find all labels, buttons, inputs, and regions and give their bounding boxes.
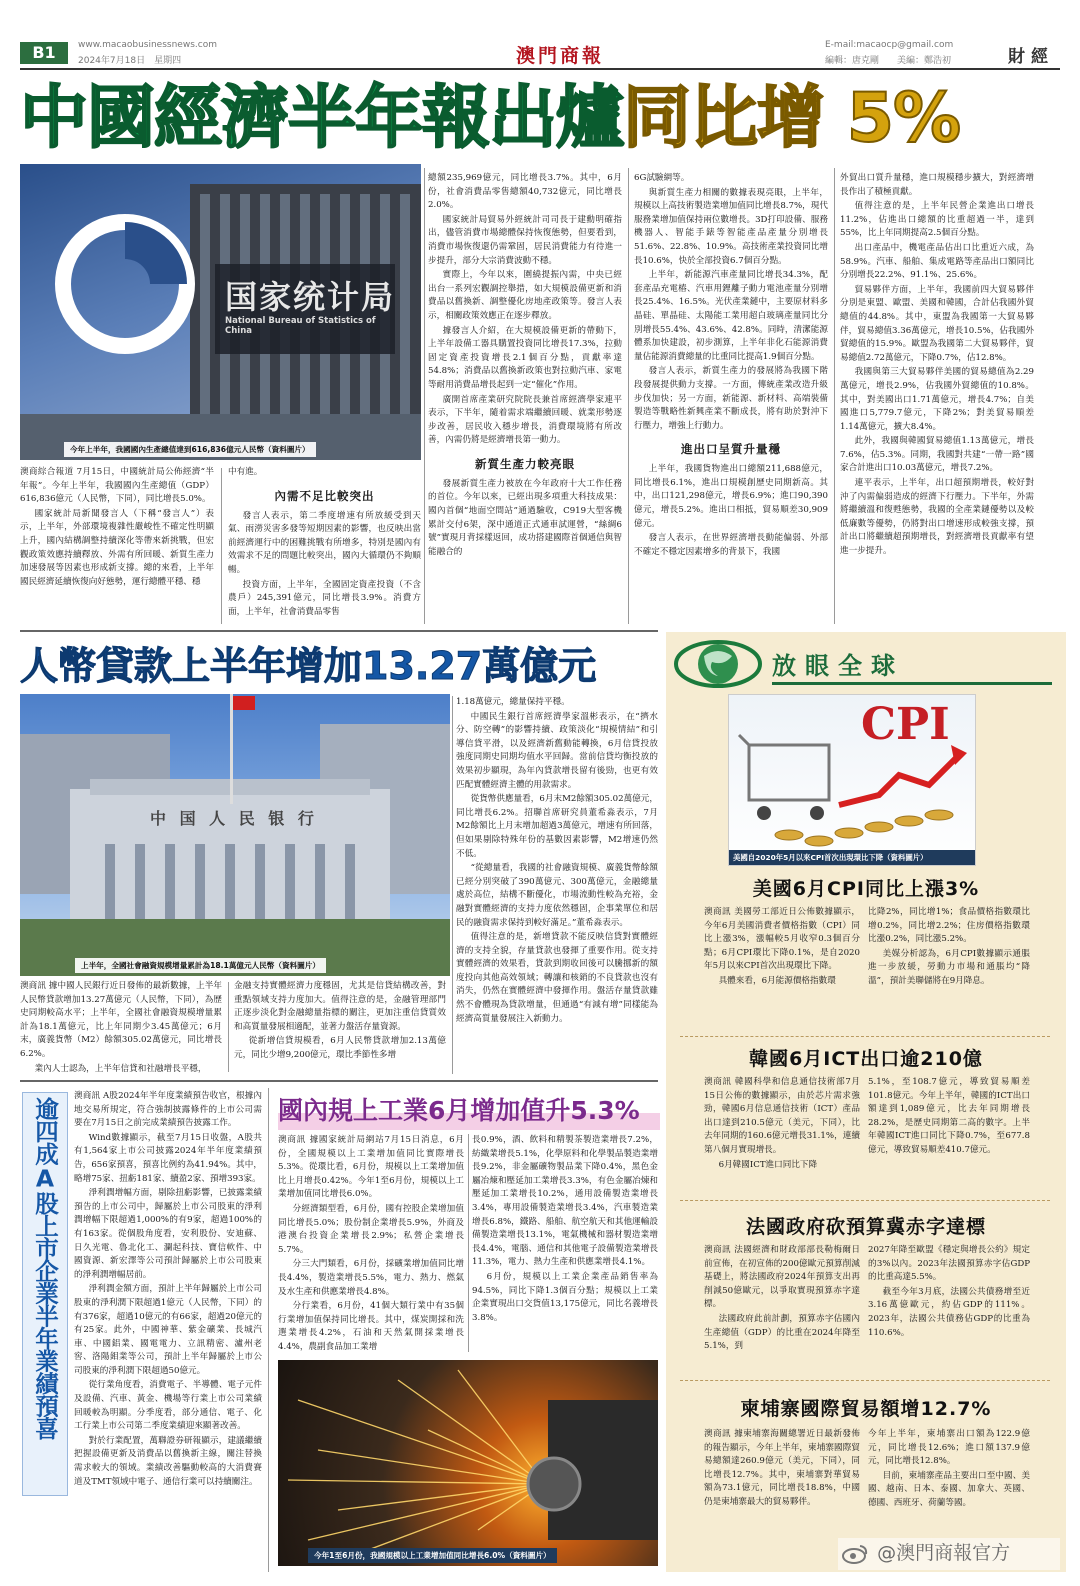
- france-budget-l1: 澳商訊 法國經濟和財政部部長勒梅爾日前宣佈，在初宣佈的200億歐元預算削減基礎上，將法國政府2024年預算支出再削減50億歐元，以爭取實現預算赤字達標。: [704, 1245, 860, 1310]
- us-cpi-l1: 澳商訊 美國勞工部近日公佈數據顯示，今年6月美國消費者價格指數（CPI）同比上漲3%，漲幅較5月收窄0.3個百分點；6月CPI環比下降0.1%，是自2020年5月以來CPI首次出現環比下降。: [704, 907, 860, 972]
- cpi-photo-caption: 美國自2020年5月以來CPI首次出現環比下降（資料圖片）: [729, 850, 976, 865]
- divider: [452, 696, 453, 1074]
- story1-c5-p2: 值得注意的是，上半年民營企業進出口增長11.2%，佔進出口總額的比重超過一半，達到55%，比上年同期提高2.5個百分點。: [840, 201, 1034, 239]
- story3-headline: 國內規上工業6月增加值升5.3%: [278, 1092, 660, 1130]
- story1-c5-p6: 此外，我國與韓國貿易總值1.13萬億元，增長7.6%，佔5.3%。同期，我國對共建“一帶一路”國家合計進出口10.03萬億元，增長7.2%。: [840, 436, 1034, 474]
- france-budget-right: [868, 1244, 1030, 1376]
- story1-column-4: [634, 172, 828, 624]
- story1-c4-p4: 發言人表示，新質生產力的發展將為我國下階段發展提供動力支撐。一方面，傳統產業改造升級步伐加快；另一方面，新能源、新材料、高端裝備製造等戰略性新興產業不斷成長，將有助於對沖下行壓力，增強上行動力。: [634, 366, 828, 431]
- korea-ict-title: 韓國6月ICT出口逾210億: [749, 1048, 983, 1070]
- story3-c1-p2: 分經濟類型看，6月份，國有控股企業增加值同比增長5.0%；股份制企業增長5.9%，外商及港澳台投資企業增長2.9%；私營企業增長5.7%。: [278, 1203, 464, 1255]
- divider: [228, 982, 229, 1072]
- story2-c3-p4: “從總量看，我國的社會融資規模、廣義貨幣餘額已經分別突破了390萬億元、300萬億元，金融總量處於高位，結構不斷優化，市場流動性較為充裕，金融對實體經濟的支持力度依然穩固，企事業單位和居民的融資需求保持到較好滿足。”董希淼表示。: [456, 863, 658, 928]
- section-divider: [20, 1080, 658, 1082]
- us-cpi-l2: 具體來看，6月能源價格指數環: [718, 975, 836, 986]
- story2-c1-p1: 澳商訊 據中國人民銀行近日發佈的最新數據，上半年人民幣貸款增加13.27萬億元（人民幣，下同），為歷史同期較高水平；上半年，全國社會融資規模增量累計為18.1萬億元，比上年同期少3.45萬億元；6月末，廣義貨幣（M2）餘額305.02萬億元，同比增長6.2%。: [20, 981, 222, 1059]
- ashare-p1: 澳商訊 A股2024年半年度業績預告收官，根據內地交易所規定，符合強制披露條件的上市公司需要在7月15日之前完成業績預告披露工作。: [74, 1091, 262, 1129]
- story2-c2-p2: 從新增信貸規模看，6月人民幣貸款增加2.13萬億元，同比少增9,200億元，環比季節性多增: [234, 1036, 446, 1060]
- weibo-icon: [842, 1544, 868, 1564]
- story1-c1-p2: 國家統計局新聞發言人（下稱“發言人”）表示，上半年，外部環境複雜性嚴峻性不確定性明顯上升，國內結構調整持續深化等帶來新挑戰，但宏觀政策效應持續釋放、外需有所回暖、新質生產力加速發展等因素也形成新支撐。總的來看，上半年國民經濟延續恢復向好態勢，運行總體平穩、穩: [20, 508, 214, 587]
- story2-c1-p2: 業內人士認為，上半年信貸和社融增長平穩，: [34, 1063, 207, 1074]
- story1-c5-p5: 我國與第三大貿易夥伴美國的貿易總值為2.29萬億元，增長2.9%，佔我國外貿總值的10.8%。其中，對美國出口1.71萬億元，增長4.7%；自美國進口5,779.7億元，下降2%；對美貿易順差1.14萬億元，擴大8.4%。: [840, 367, 1034, 432]
- story1-c3-p2: 國家統計局貿易外經統計司司長于建勳明確指出，儘管消費市場總體保持恢復態勢，但要看到，消費市場恢復還仍需鞏固，居民消費能力有待進一步提升，部分大宗消費波動不穩。: [428, 214, 622, 266]
- cpi-photo: [728, 694, 976, 866]
- story1-c5-p3: 出口產品中，機電產品佔出口比重近六成，為58.9%。汽車、船舶、集成電路等產品出口額同比分別增長22.2%、91.1%、25.6%。: [840, 242, 1034, 281]
- nbs-sign: 国家统计局: [225, 278, 396, 316]
- france-budget-title: 法國政府砍預算冀赤字達標: [745, 1216, 986, 1238]
- ashare-p5: 從行業角度看，消費電子、半導體、電子元件及設備、汽車、黃金、機場等行業上市公司業績回暖較為明顯。分季度看，部分通信、電子、化工行業上市公司第二季度業績迎來顯著改善。: [74, 1380, 262, 1432]
- story2-c3-p3: 從貨幣供應量看，6月末M2餘額305.02萬億元，同比增長6.2%。招聯首席研究員董希淼表示，7月M2餘額比上月末增加超過3萬億元，增速有所回落，但如果剔除特殊年份的基數因素影響，M2增速仍然不低。: [456, 794, 658, 859]
- cambodia-trade-r2: 目前，柬埔寨產品主要出口至中國、美國、越南、日本、泰國、加拿大、英國、德國、西班牙、荷蘭等國。: [868, 1470, 1030, 1508]
- story1-c2-p3: 投資方面，上半年，全國固定資產投資（不含農戶）245,391億元，同比增長3.9%。消費方面，上半年，社會消費品零售: [228, 579, 421, 617]
- divider: [424, 168, 425, 624]
- divider: [834, 168, 835, 624]
- ashare-title-text: 逾四成A股上市企業半年業績預喜: [31, 1097, 59, 1439]
- divider: [268, 1088, 269, 1572]
- story1-c4-p3: 上半年，新能源汽車產量同比增長34.3%，配套產品充電樁、汽車用鋰離子動力電池產量分別增長25.4%、16.5%。光伏產業鏈中，主要原材料多晶硅、單晶硅、太陽能工業用超白玻璃產量同比分別增長55.4%、43.6%、42.8%。同時，清潔能源體系加快建設，初步測算，上半年非化石能源消費量佔能源消費總量的比重同比提高1.9個百分點。: [634, 270, 828, 362]
- story1-c3-p4: 據發言人介紹，在大規模設備更新的帶動下，上半年設備工器具購置投資同比增長17.3%，拉動固定資產投資增長2.1個百分點，貢獻率達54.8%；消費品以舊換新政策也對拉動汽車、家電等耐用消費品增長起到一定“催化”作用。: [428, 325, 622, 390]
- subhead-trade: 進出口呈質升量穩: [681, 442, 781, 457]
- cpi-photo-text: CPI: [861, 699, 950, 750]
- story3-c2-p2: 6月份，規模以上工業企業產品銷售率為94.5%，同比下降1.3個百分點；規模以上工業企業實現出口交貨值13,175億元，同比名義增長3.8%。: [472, 1271, 658, 1323]
- korea-ict-right: [868, 1076, 1030, 1196]
- story1-c1-p1: 澳商綜合報道 7月15日，中國統計局公佈經濟“半年報”。今年上半年，我國國內生產總值（GDP）616,836億元（人民幣，下同），同比增長5.0%。: [20, 467, 214, 505]
- main-headline-accent: 同比增 5%: [623, 79, 961, 158]
- industry-photo: [278, 1360, 658, 1566]
- france-budget-r1: 2027年降至歐盟《穩定與增長公約》規定的3%以內。2023年法國預算赤字佔GDP的比重高達5.5%。: [868, 1245, 1030, 1283]
- cambodia-trade-r1: 今年上半年，柬埔寨出口額為122.9億元，同比增長12.6%；進口額137.9億元，同比增長12.8%。: [868, 1429, 1030, 1467]
- korea-ict-left: [704, 1076, 860, 1196]
- divider: [468, 1134, 469, 1352]
- ashare-sidebar-title: [22, 1092, 68, 1496]
- us-cpi-left: [704, 906, 860, 1034]
- main-headline: [20, 80, 1065, 158]
- story3-column-2: [472, 1134, 658, 1354]
- nbs-photo: [20, 164, 421, 460]
- story1-column-3: [428, 172, 622, 624]
- story1-c4-p6: 發言人表示，在世界經濟增長動能偏弱、外部不確定不穩定因素增多的背景下，我國: [634, 533, 828, 557]
- paper-name: 澳門商報: [515, 45, 604, 67]
- us-cpi-r2: 美媒分析認為，6月CPI數據顯示通脹進一步放緩，勞動力市場和通脹均“降溫”，預計美聯儲將在9月降息。: [868, 948, 1030, 986]
- story1-column-2: [228, 466, 421, 626]
- korea-ict-l2: 6月韓國ICT進口同比下降: [718, 1159, 818, 1170]
- cambodia-trade-l1: 澳商訊 據柬埔寨海關總署近日最新發佈的報告顯示，今年上半年，柬埔寨國際貿易總額達260.9億元（美元，下同），同比增長12.7%。其中，柬埔寨對華貿易額為73.1億元，同比增長18.8%，中國仍是柬埔寨最大的貿易夥伴。: [704, 1429, 860, 1507]
- divider: [680, 1036, 1050, 1037]
- nbs-sign-en: National Bureau of Statistics of China: [225, 316, 376, 336]
- sparks-illustration: [278, 1360, 658, 1566]
- editor-credit: 編輯：唐克剛 美編：鄭浩初: [825, 56, 952, 66]
- story2-c3-p1: 1.18萬億元，總量保持平穩。: [456, 697, 570, 707]
- issue-date: 2024年7月18日 星期四: [78, 56, 182, 66]
- email: E-mail:macaocp@gmail.com: [825, 40, 954, 50]
- story1-c3-p3: 實際上，今年以來，圍繞提振內需，中央已經出台一系列宏觀調控舉措，如大規模設備更新和消費品以舊換新、調整優化房地產政策等。發言人表示，相關政策效應正在逐步釋放。: [428, 270, 622, 321]
- global-banner: [666, 636, 1066, 692]
- us-cpi-right: [868, 906, 1030, 1034]
- story2-column-1: [20, 980, 222, 1076]
- us-cpi-title: 美國6月CPI同比上漲3%: [752, 878, 980, 900]
- ashare-p2: Wind數據顯示，截至7月15日收盤，A股共有1,564家上市公司披露2024年半年度業績預告，656家預喜，預喜比例約為41.94%。其中，略增75家、扭虧181家、續盈2家、預增393家。: [74, 1132, 262, 1184]
- subhead-new-productivity: 新質生產力較亮眼: [475, 456, 575, 471]
- ashare-p4: 淨利潤金額方面，預計上半年歸屬於上市公司股東的淨利潤下限超過1億元（人民幣，下同）的有376家，超過10億元的有66家，超過20億元的有25家。此外，中國神華、紫金礦業、長城汽車、中國鋁業、國電電力、立訊精密、瀘州老窖、洛陽鉬業等公司，預計上半年歸屬於上市公司股東的淨利潤下限超過50億元。: [74, 1284, 262, 1376]
- story2-c2-p1: 金融支持實體經濟力度穩固，尤其是信貸結構改善，對重點領域支持力度加大。值得注意的是，金融管理部門正逐步淡化對金融總量指標的關注，更加注重信貸質效和高質量發展相適配，並著力盤活存量資源。: [234, 981, 446, 1032]
- story3-c1-p1: 澳商訊 據國家統計局網站7月15日消息，6月份，全國規模以上工業增加值同比實際增長5.3%。從環比看，6月份，規模以上工業增加值比上月增長0.42%。今年1至6月份，規模以上工業增加值同比增長6.0%。: [278, 1135, 464, 1200]
- pboc-photo-caption: 上半年，全國社會融資規模增量累計為18.1萬億元人民幣（資料圖片）: [75, 958, 326, 973]
- subhead-weak-demand: 內需不足比較突出: [274, 488, 375, 503]
- story3-c1-p4: 分行業看，6月份，41個大類行業中有35個行業增加值保持同比增長。其中，煤炭開採和洗選業增長4.2%，石油和天然氣開採業增長4.4%，農副食品加工業增: [278, 1301, 464, 1352]
- story1-c5-p4: 貿易夥伴方面，上半年，我國前四大貿易夥伴分別是東盟、歐盟、美國和韓國，合計佔我國外貿總值的44.8%。其中，東盟為我國第一大貿易夥伴，貿易總值3.36萬億元，增長10.5%，佔我國外貿總值的15.9%。歐盟為我國第二大貿易夥伴，貿易總值2.72萬億元，下降0.7%，佔12.8%。: [840, 284, 1034, 363]
- story2-column-2: [234, 980, 446, 1076]
- story2-headline: 人幣貸款上半年增加13.27萬億元: [20, 644, 597, 688]
- industry-photo-caption: 今年1至6月份，我國規模以上工業增加值同比增長6.0%（資料圖片）: [308, 1548, 557, 1563]
- story1-column-1: [20, 466, 214, 626]
- korea-ict-l1: 澳商訊 韓國科學和信息通信技術部7月15日公佈的數據顯示，由於芯片需求強勁，韓國6月信息通信技術（ICT）產品出口達到210.5億元（美元，下同），比去年同期的160.6億元增長31.1%，連續第八個月實現增長。: [704, 1077, 860, 1155]
- ashare-p6: 對於行業配置，萬聯證券研報顯示，建議繼續把握設備更新及消費品以舊換新主線，關注替換需求較大的領域。業績改善驅動較高的大消費賽道及TMT領域中電子、通信行業可以持續關注。: [74, 1435, 262, 1487]
- story3-column-1: [278, 1134, 464, 1354]
- story1-c3-p6: 發展新質生產力被放在今年政府十大工作任務的首位。今年以來，已經出現多項重大科技成果：國內首個“地面空間站”通過驗收，C919大型客機累計交付6架，深中通道正式通車試運營，“絲綢6號”實現月背採樣返回，成功搭建國際首個通信與智能融合的: [428, 478, 622, 557]
- story1-c5-p1: 外貿出口質升量穩，進口規模穩步擴大，對經濟增長作出了積極貢獻。: [840, 173, 1034, 197]
- korea-ict-r1: 5.1%，至108.7億元，導致貿易順差101.8億元。今年上半年，韓國的ICT出口額達到1,089億元，比去年同期增長28.2%，是歷史同期第二高的數字。上半年韓國ICT進口同比下降0.7%，至677.8億元，導致貿易順差410.7億元。: [868, 1077, 1030, 1155]
- divider: [680, 1380, 1050, 1381]
- watermark-text: @澳門商報官方: [877, 1542, 1011, 1564]
- website: www.macaobusinessnews.com: [78, 40, 217, 50]
- global-banner-title: 放眼全球: [772, 652, 904, 680]
- main-headline-primary: 中國經濟半年報出爐: [20, 79, 624, 158]
- story1-column-5: [840, 172, 1034, 624]
- nbs-photo-caption: 今年上半年，我國國內生產總值達到616,836億元人民幣（資料圖片）: [64, 442, 316, 457]
- story1-c3-p1: 總額235,969億元，同比增長3.7%。其中，6月份，社會消費品零售總額40,732億元，同比增長2.0%。: [428, 173, 622, 211]
- pboc-sign: 中 国 人 民 银 行: [150, 809, 318, 828]
- story1-c3-p5: 廣開首席產業研究院院長兼首席經濟學家連平表示，下半年，隨着需求端繼續回暖、就業形勢逐步改善，居民收入穩步增長，消費環境將有所改善，內需仍將是經濟增長第一動力。: [428, 394, 622, 446]
- divider: [680, 1200, 1050, 1201]
- section-divider: [20, 630, 658, 632]
- story1-c4-p2: 與新質生產力相關的數據表現亮眼，上半年，規模以上高技術製造業增加值同比增長8.7%，現代服務業增加值保持兩位數增長。3D打印設備、服務機器人、智能手錶等智能產品產量分別增長51.6%、22.8%、10.9%。高技術產業投資同比增長10.6%，快於全部投資6.7個百分點。: [634, 187, 828, 266]
- france-budget-r2: 截至今年3月底，法國公共債務增至近3.16萬億歐元，約佔GDP的111%。2023年，法國公共債務佔GDP的比重為110.6%。: [868, 1286, 1030, 1338]
- story1-c5-p7: 連平表示，上半年，出口超預期增長，較好對沖了內需偏弱造成的經濟下行壓力。下半年，外需將繼續溫和復甦態勢，我國的全產業鏈優勢以及較低廉數等優勢，仍將對出口增速形成較強支撐，預計出口將繼續超預期增長，對經濟增長貢獻率有望進一步提升。: [840, 478, 1034, 557]
- story1-c2-p1: 中有進。: [228, 467, 263, 477]
- globe-icon: [672, 636, 764, 692]
- section-label: 財 經: [1008, 47, 1048, 67]
- pboc-building-illustration: [20, 694, 450, 976]
- cambodia-trade-left: [704, 1428, 860, 1558]
- story1-c4-p5: 上半年，我國貨物進出口總額211,688億元，同比增長6.1%，進出口規模創歷史同期新高。其中，出口121,298億元，增長6.9%；進口90,390億元，增長5.2%。進出口相抵，貿易順差30,909億元。: [634, 464, 828, 529]
- divider: [628, 168, 629, 624]
- divider: [221, 468, 222, 624]
- ashare-column: [74, 1090, 262, 1570]
- page-label: B1: [20, 42, 68, 64]
- us-cpi-r1: 比降2%，同比增1%；食品價格指數環比增0.2%，同比增2.2%；住房價格指數環比漲0.2%，同比漲5.2%。: [868, 907, 1030, 945]
- banner-rule: [772, 682, 1052, 685]
- france-budget-l2: 法國政府此前計劃，預算赤字佔國內生產總值（GDP）的比重在2024年降至5.1%，到: [704, 1313, 860, 1352]
- watermark: [838, 1538, 1060, 1570]
- cambodia-trade-right: [868, 1428, 1030, 1538]
- story2-c3-p2: 中國民生銀行首席經濟學家溫彬表示，在“擠水分、防空轉”的影響持續、政策淡化“規模情結”和引導信貸平滑，以及經濟新舊動能轉換，6月信貸投放強度同期史同期均值水平回歸。當前信貸均衡投放的效果初步顯現，為年內貸款增長留有後勁，也更有效匹配實體經濟主體的用款需求。: [456, 711, 658, 790]
- france-budget-left: [704, 1244, 860, 1376]
- ashare-p3: 淨利潤增幅方面，剔除扭虧影響，已披露業績預告的上市公司中，歸屬於上市公司股東的淨利潤增幅下限超過1,000%的有9家，超過100%的有163家。從個股角度看，安利股份、安迪蘇、日久光電、魯北化工、瀾起科技、寶信軟件、中國資源、新宏澤等公司預計歸屬於上市公司股東的淨利潤增幅居前。: [74, 1188, 262, 1280]
- story3-c2-p1: 長0.9%，酒、飲料和精製茶製造業增長7.2%，紡織業增長5.1%，化學原料和化學製品製造業增長9.2%，非金屬礦物製品業下降0.4%，黑色金屬冶煉和壓延加工業增長3.3%，有色金屬冶煉和壓延加工業增長10.2%，通用設備製造業增長3.4%，專用設備製造業增長3.4%，汽車製造業增長6.8%，鐵路、船舶、航空航天和其他運輸設備製造業增長13.1%，電氣機械和器材製造業增長4.4%，電腦、通信和其他電子設備製造業增長11.3%，電力、熱力生產和供應業增長4.1%。: [472, 1135, 658, 1268]
- story1-c4-p1: 6G試驗網等。: [634, 173, 690, 183]
- story2-c3-p5: 值得注意的是，新增貸款不能反映信貸對實體經濟的支持全貌，存量貸款也發揮了重要作用。從支持實體經濟的效果看，貸款到期收回後可以騰挪新的額度投向其他高效領域；轉讓和核銷的不良貸款也沒有消失，仍然在實體經濟中發揮作用。盤活存量貸款雖然不會體現為貸款增量，但通過“有減有增”同樣能為經濟高質量發展注入新動力。: [456, 932, 658, 1024]
- masthead: [20, 40, 1060, 70]
- story2-column-3: [456, 696, 658, 1076]
- story3-c1-p3: 分三大門類看，6月份，採礦業增加值同比增長4.4%，製造業增長5.5%，電力、熱力、燃氣及水生產和供應業增長4.8%。: [278, 1259, 464, 1297]
- story1-c2-p2: 發言人表示，第二季度增速有所放緩受到天氣、雨澇災害多發等短期因素的影響，也反映出當前經濟運行中的困難挑戰有所增多，特別是國內有效需求不足的問題比較突出，國內大循環仍不夠順暢。: [228, 510, 421, 575]
- cambodia-trade-title: 柬埔寨國際貿易額增12.7%: [740, 1398, 992, 1420]
- pboc-photo: [20, 694, 450, 976]
